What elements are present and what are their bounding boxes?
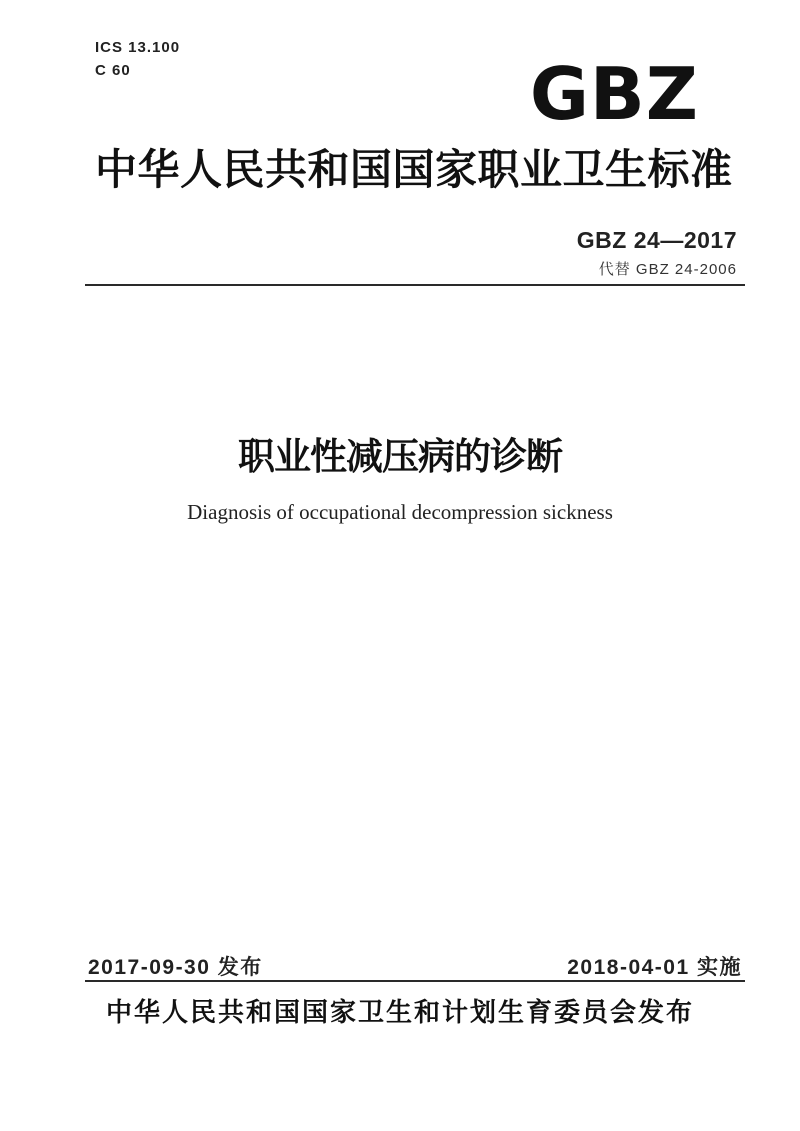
issue-date: 2017-09-30 发布 — [88, 956, 263, 979]
dates-row — [88, 951, 742, 981]
document-title-en: Diagnosis of occupational decompression sickness — [187, 500, 613, 524]
standard-category-title: 中华人民共和国国家职业卫生标准 — [95, 146, 733, 193]
standard-number: GBZ 24—2017 — [576, 227, 737, 253]
replaced-standard: 代替 GBZ 24-2006 — [598, 261, 737, 278]
standard-number-block — [577, 227, 737, 279]
gbz-logo: GBZ — [529, 52, 699, 136]
bottom-horizontal-rule — [85, 980, 745, 982]
top-horizontal-rule — [85, 284, 745, 286]
ics-code: ICS 13.100 — [95, 39, 181, 56]
ics-classification-block — [95, 36, 180, 82]
doc-class-code: C 60 — [95, 62, 131, 79]
implementation-date: 2018-04-01 实施 — [567, 956, 742, 979]
publisher-line: 中华人民共和国国家卫生和计划生育委员会发布 — [105, 997, 694, 1027]
document-title-zh: 职业性减压病的诊断 — [238, 436, 562, 477]
